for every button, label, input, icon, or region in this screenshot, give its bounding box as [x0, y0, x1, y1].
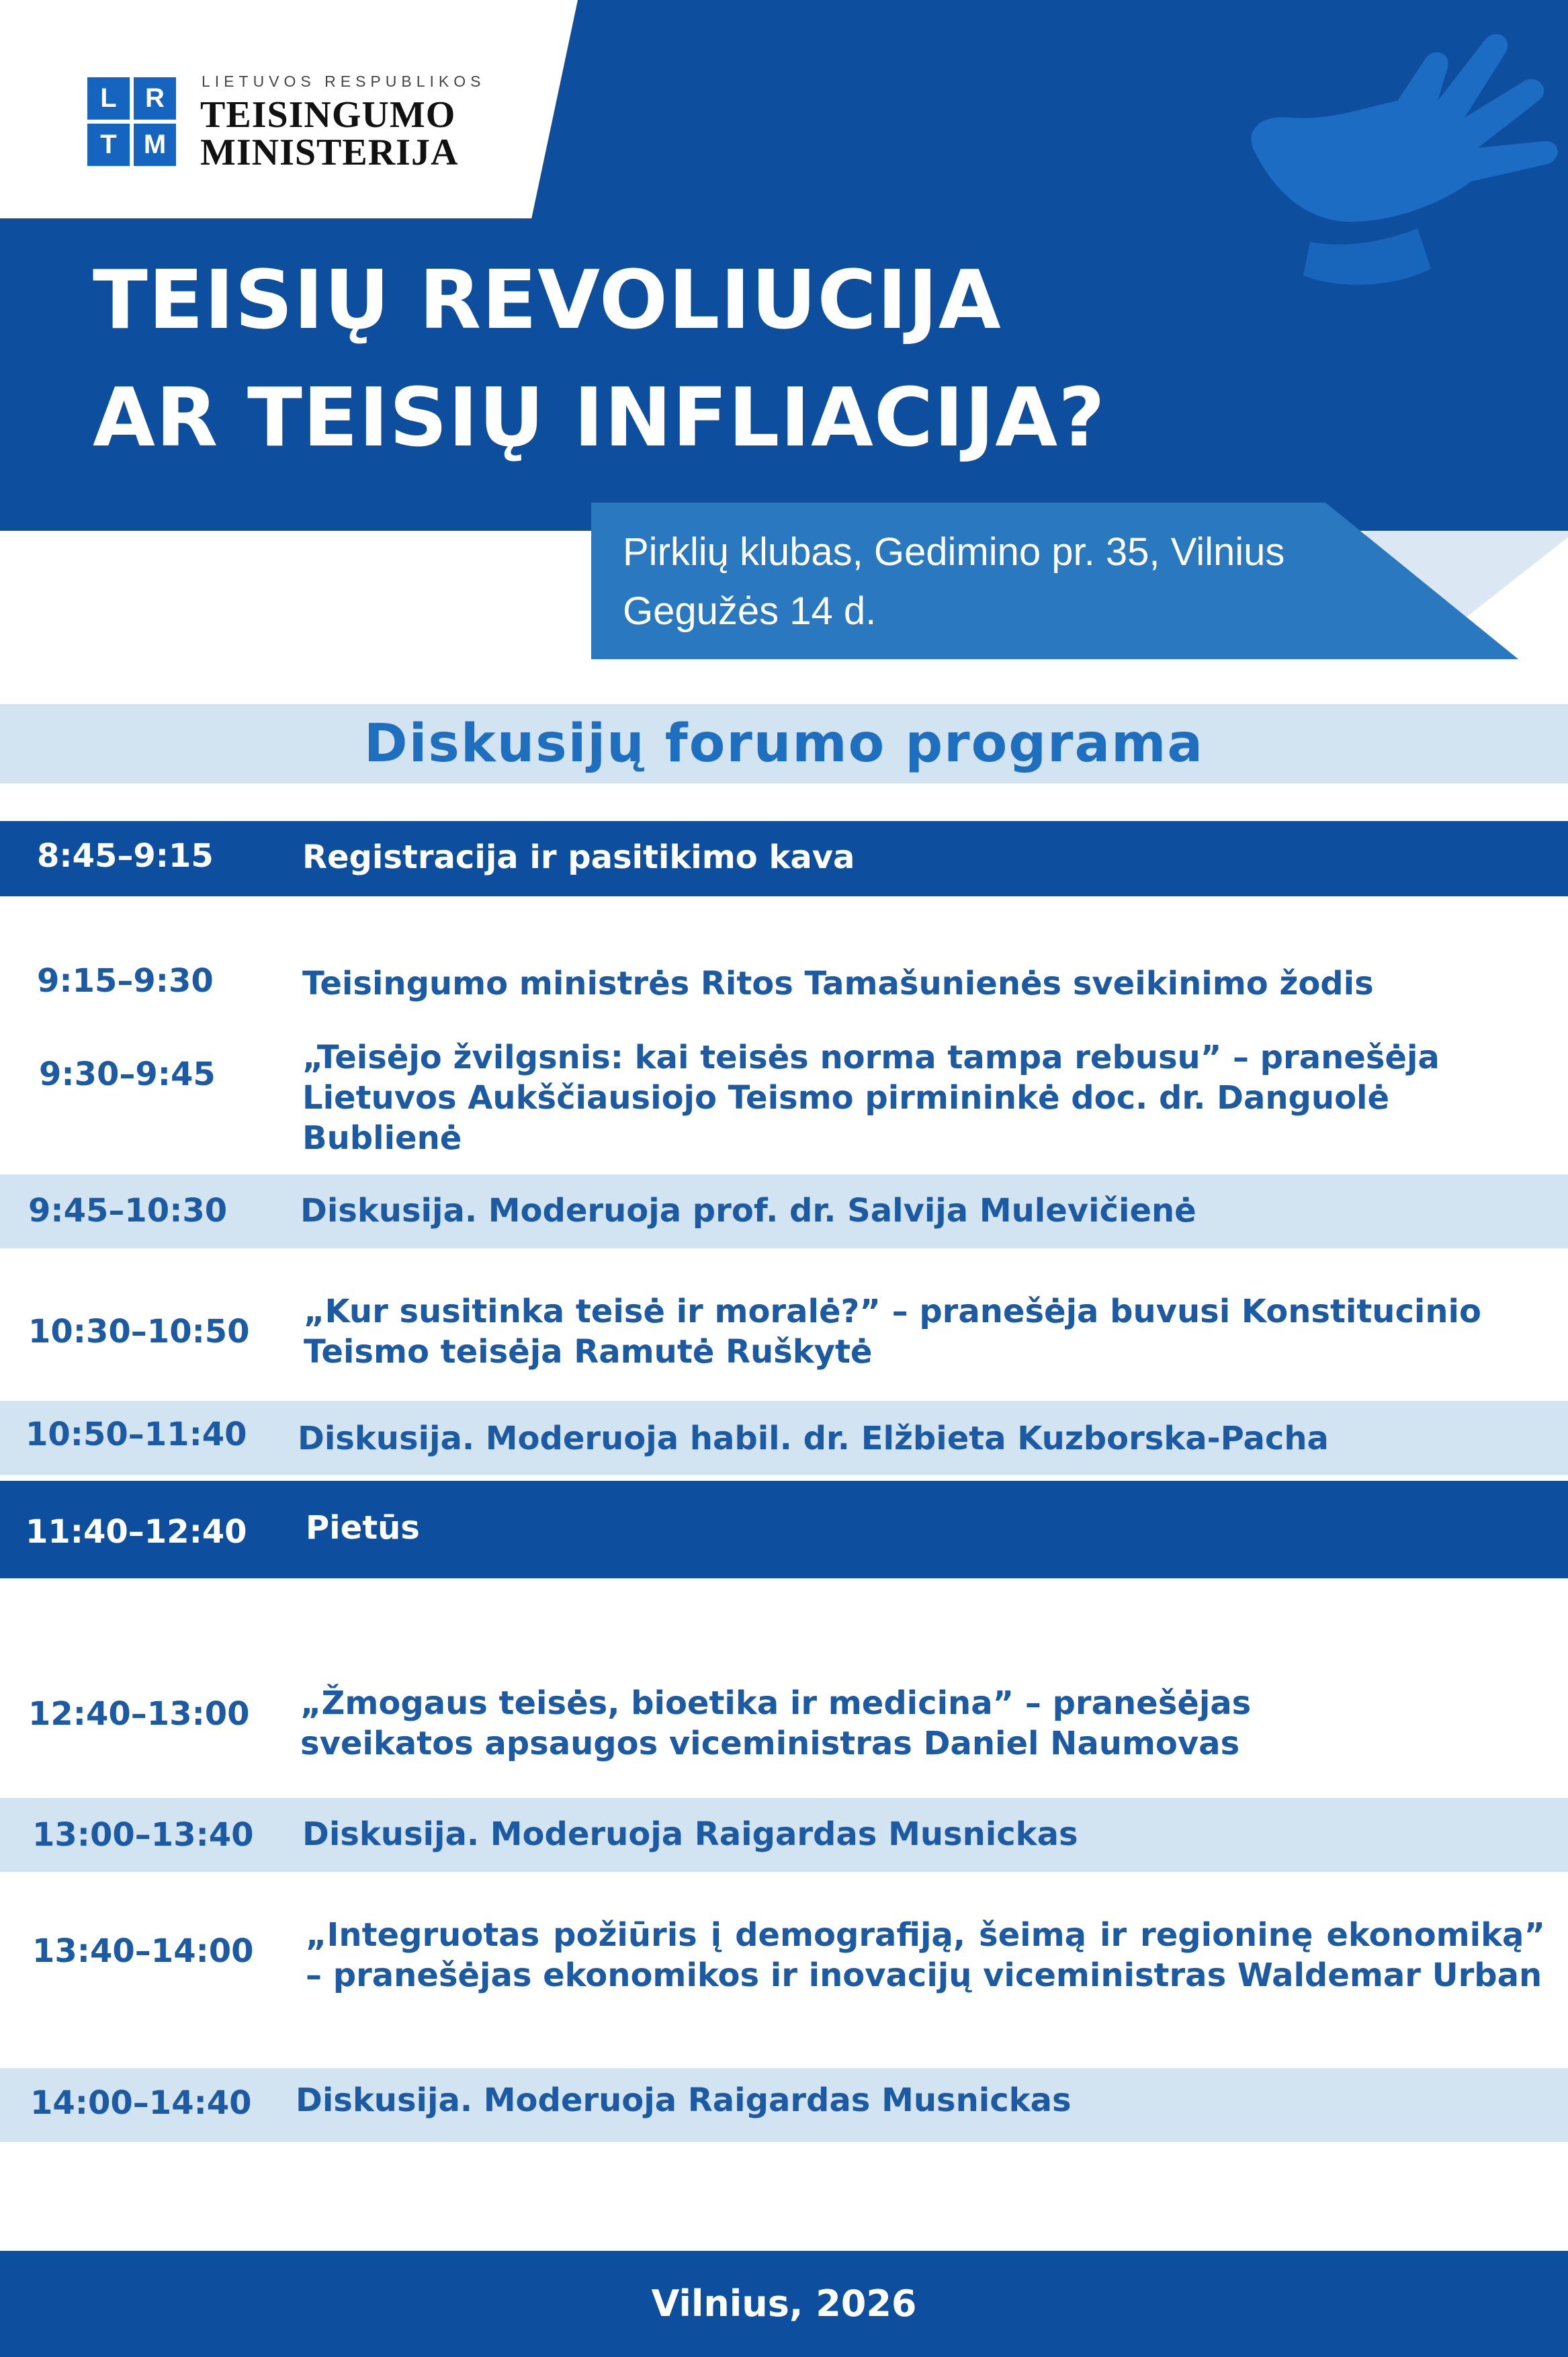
schedule-row: [0, 1174, 1568, 1248]
schedule-row: [0, 821, 1568, 896]
schedule-text: Pietūs: [306, 1509, 420, 1547]
schedule-time: 9:15–9:30: [37, 962, 214, 1000]
logo-name-line1: TEISINGUMO: [200, 94, 456, 136]
schedule-text: Teisingumo ministrės Ritos Tamašunienės sveikinimo žodis: [302, 965, 1374, 1002]
logo-cell: R: [134, 77, 176, 120]
logo-cell: T: [87, 124, 130, 166]
schedule-time: 13:40–14:00: [32, 1932, 254, 1970]
schedule-row: [0, 1481, 1568, 1578]
title-line2: AR TEISIŲ INFLIACIJA?: [93, 372, 1106, 465]
schedule-row: [0, 1798, 1568, 1872]
schedule-text: „Kur susitinka teisė ir moralė?” – pranešėja buvusi Konstitucinio Teismo teisėja Ramutė Ruškytė: [304, 1293, 1481, 1371]
schedule-time: 14:00–14:40: [30, 2084, 252, 2122]
schedule-text: Registracija ir pasitikimo kava: [302, 839, 855, 876]
schedule-row: [0, 1683, 1568, 1770]
program-title: Diskusijų forumo programa: [363, 714, 1205, 774]
schedule-row: [0, 1291, 1568, 1379]
schedule-text: Diskusija. Moderuoja habil. dr. Elžbieta Kuzborska-Pacha: [298, 1420, 1329, 1457]
schedule-time: 12:40–13:00: [28, 1695, 250, 1733]
schedule-time: 9:45–10:30: [28, 1192, 228, 1230]
schedule-time: 8:45–9:15: [37, 837, 214, 875]
schedule-text: „Teisėjo žvilgsnis: kai teisės norma tampa rebusu” – pranešėja Lietuvos Aukščiausiojo Teismo pirmininkė doc. dr. Danguolė Bublienė: [302, 1039, 1440, 1157]
footer-text: Vilnius, 2026: [651, 2282, 917, 2325]
logo-superscript: LIETUVOS RESPUBLIKOS: [202, 73, 486, 90]
schedule-row: [0, 1037, 1568, 1165]
schedule-row: [0, 1401, 1568, 1475]
schedule-text: „Integruotas požiūris į demografiją, šeimą ir regioninę ekonomiką” – pranešėjas ekonomikos ir inovacijų viceministras Waldemar Urban: [306, 1916, 1545, 1994]
hand-icon: [1229, 0, 1568, 349]
ministry-logo: [87, 77, 176, 166]
schedule-time: 13:00–13:40: [32, 1816, 254, 1854]
venue-date: Gegužės 14 d.: [623, 589, 877, 633]
schedule-text: Diskusija. Moderuoja Raigardas Musnickas: [296, 2082, 1072, 2119]
schedule-text: Diskusija. Moderuoja Raigardas Musnickas: [302, 1815, 1078, 1853]
schedule-text: Diskusija. Moderuoja prof. dr. Salvija Mulevičienė: [300, 1192, 1196, 1230]
venue-place: Pirklių klubas, Gedimino pr. 35, Vilnius: [623, 530, 1285, 574]
schedule-row: [0, 1915, 1568, 2043]
title-line1: TEISIŲ REVOLIUCIJA: [93, 254, 1002, 347]
schedule-time: 10:50–11:40: [26, 1416, 247, 1453]
logo-cell: L: [87, 77, 130, 120]
logo-name-line2: MINISTERIJA: [200, 132, 459, 173]
schedule-time: 11:40–12:40: [26, 1513, 247, 1551]
schedule-text: „Žmogaus teisės, bioetika ir medicina” – pranešėjas sveikatos apsaugos viceministras Daniel Naumovas: [300, 1684, 1252, 1762]
schedule-time: 9:30–9:45: [39, 1056, 216, 1093]
schedule-row: [0, 2068, 1568, 2142]
page-title: [93, 242, 1106, 477]
schedule-time: 10:30–10:50: [28, 1313, 250, 1351]
schedule-row: [0, 961, 1568, 1021]
logo-cell: M: [134, 124, 176, 166]
